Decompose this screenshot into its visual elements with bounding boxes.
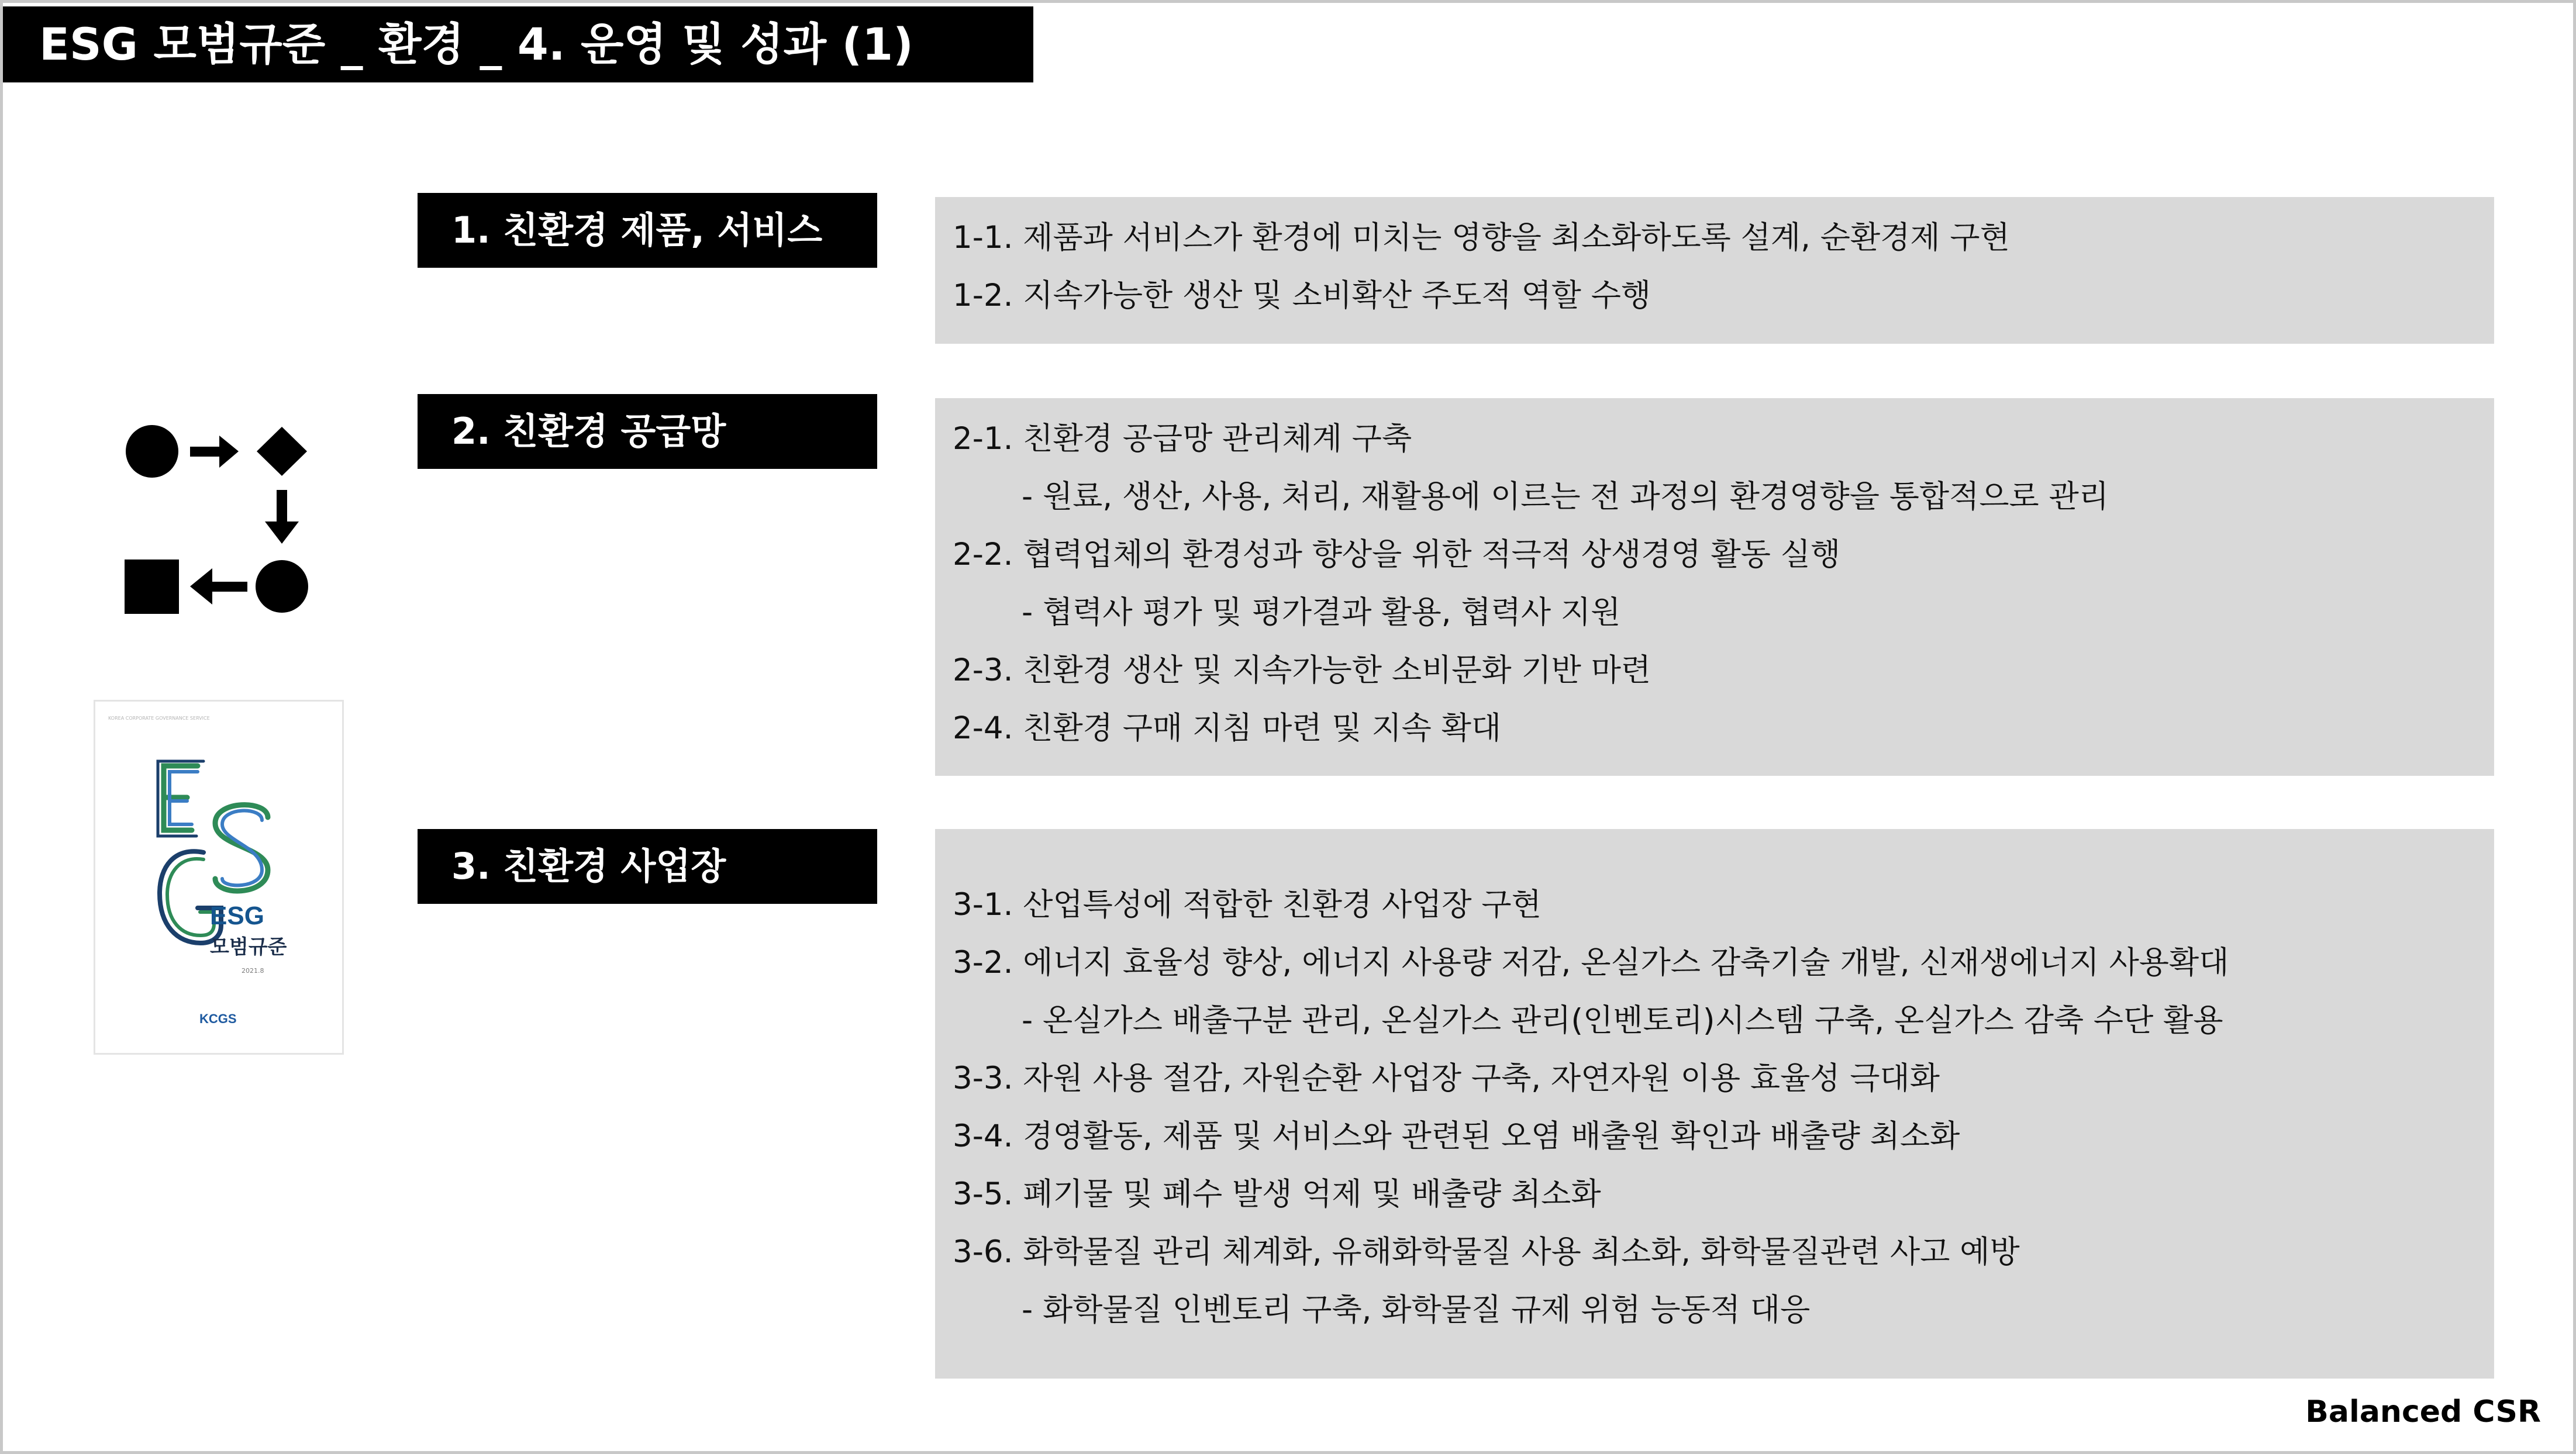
content-subline: - 온실가스 배출구분 관리, 온실가스 관리(인벤토리)시스템 구축, 온실가스 감축 수단 활용 xyxy=(1022,1003,2223,1038)
booklet-title: ESG xyxy=(210,902,264,930)
section-content-3 xyxy=(935,829,2494,1379)
booklet-header: KOREA CORPORATE GOVERNANCE SERVICE xyxy=(108,716,210,721)
esg-booklet-cover xyxy=(94,700,344,1055)
booklet-publisher: KCGS xyxy=(199,1011,237,1026)
content-line: 3-6. 화학물질 관리 체계화, 유해화학물질 사용 최소화, 화학물질관련 사고 예방 xyxy=(953,1234,2020,1270)
content-line: 3-5. 폐기물 및 폐수 발생 억제 및 배출량 최소화 xyxy=(953,1176,1601,1212)
content-line: 3-4. 경영활동, 제품 및 서비스와 관련된 오염 배출원 확인과 배출량 최소화 xyxy=(953,1118,1960,1154)
process-flow-icon xyxy=(120,421,313,620)
section-label-3: 3. 친환경 사업장 xyxy=(418,829,877,904)
content-line: 2-3. 친환경 생산 및 지속가능한 소비문화 기반 마련 xyxy=(953,652,1651,688)
booklet-year: 2021.8 xyxy=(242,967,264,975)
content-line: 1-1. 제품과 서비스가 환경에 미치는 영향을 최소화하도록 설계, 순환경제 구현 xyxy=(953,220,2010,255)
content-line: 2-4. 친환경 구매 지침 마련 및 지속 확대 xyxy=(953,710,1502,746)
content-line: 3-2. 에너지 효율성 향상, 에너지 사용량 저감, 온실가스 감축기술 개발, 신재생에너지 사용확대 xyxy=(953,945,2229,980)
content-subline: - 원료, 생산, 사용, 처리, 재활용에 이르는 전 과정의 환경영향을 통합적으로 관리 xyxy=(1022,479,2109,514)
brand-mark: Balanced CSR xyxy=(2305,1394,2541,1429)
content-line: 3-3. 자원 사용 절감, 자원순환 사업장 구축, 자연자원 이용 효율성 극대화 xyxy=(953,1061,1940,1096)
page-title: ESG 모범규준 _ 환경 _ 4. 운영 및 성과 (1) xyxy=(3,6,1033,82)
section-content-2 xyxy=(935,398,2494,776)
content-line: 2-1. 친환경 공급망 관리체계 구축 xyxy=(953,421,1412,457)
section-label-1: 1. 친환경 제품, 서비스 xyxy=(418,193,877,268)
content-subline: - 화학물질 인벤토리 구축, 화학물질 규제 위험 능동적 대응 xyxy=(1022,1292,1811,1328)
content-line: 3-1. 산업특성에 적합한 친환경 사업장 구현 xyxy=(953,887,1542,923)
content-subline: - 협력사 평가 및 평가결과 활용, 협력사 지원 xyxy=(1022,595,1621,630)
section-content-1 xyxy=(935,197,2494,344)
content-line: 2-2. 협력업체의 환경성과 향상을 위한 적극적 상생경영 활동 실행 xyxy=(953,537,1841,572)
content-line: 1-2. 지속가능한 생산 및 소비확산 주도적 역할 수행 xyxy=(953,278,1651,313)
booklet-subtitle: 모범규준 xyxy=(210,935,287,959)
section-label-2: 2. 친환경 공급망 xyxy=(418,394,877,469)
